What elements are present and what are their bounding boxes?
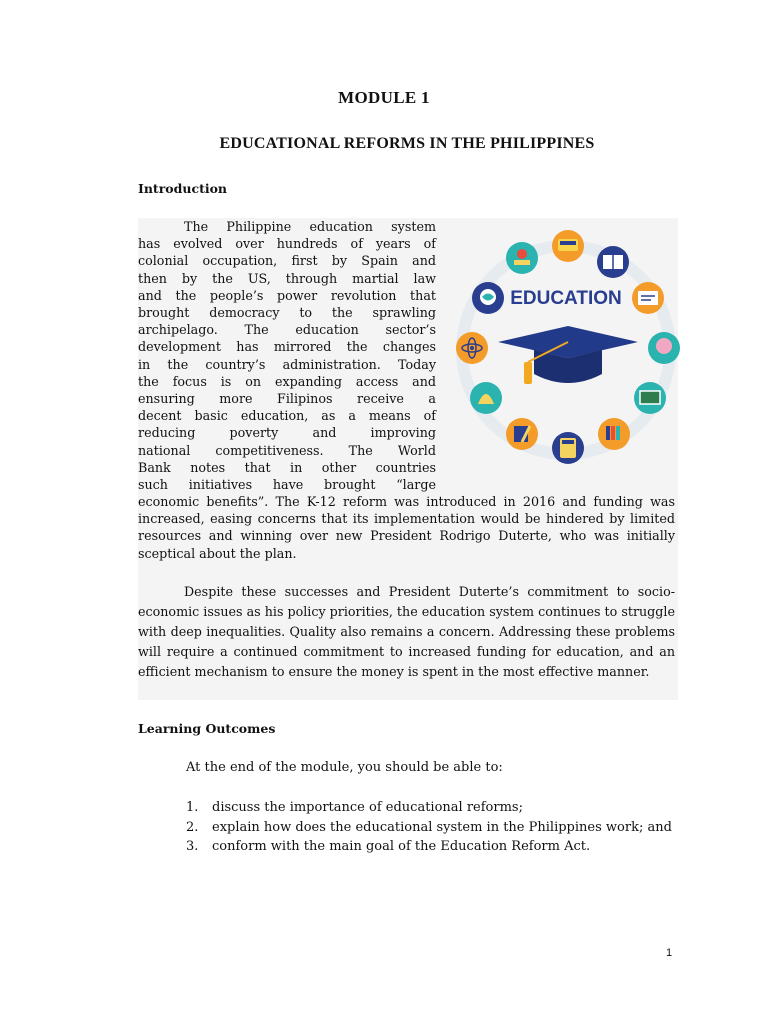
atom-icon: [456, 332, 488, 364]
list-item: 1. discuss the importance of educational reforms;: [186, 800, 523, 815]
brain-icon: [648, 332, 680, 364]
bus-icon: [552, 230, 584, 262]
intro-line: decent basic education, as a means of: [138, 408, 436, 424]
education-graphic: [446, 222, 686, 472]
intro-line: then by the US, through martial law: [138, 270, 436, 286]
page-number: 1: [666, 947, 673, 959]
chalkboard-icon: [634, 382, 666, 414]
intro-line: such initiatives have brought “large: [138, 477, 436, 493]
intro-line: has evolved over hundreds of years of: [138, 236, 436, 252]
calculator-icon: [552, 432, 584, 464]
bell-icon: [470, 382, 502, 414]
apple-books-icon: [506, 242, 538, 274]
intro-line: ensuring more Filipinos receive a: [138, 391, 436, 407]
intro-line: archipelago. The education sector’s: [138, 322, 436, 338]
learning-outcomes-heading: Learning Outcomes: [138, 721, 276, 736]
intro-line: reducing poverty and improving: [138, 425, 436, 441]
intro-line: and the people’s power revolution that: [138, 287, 436, 303]
intro-line: the focus is on expanding access and: [138, 373, 436, 389]
intro-line: colonial occupation, first by Spain and: [138, 253, 436, 269]
main-title: EDUCATIONAL REFORMS IN THE PHILIPPINES: [219, 135, 595, 152]
globe-icon: [472, 282, 504, 314]
intro-line: national competitiveness. The World: [138, 442, 436, 458]
intro-paragraph-wrapped: [138, 218, 436, 493]
intro-line: development has mirrored the changes: [138, 339, 436, 355]
list-item: 3. conform with the main goal of the Education Reform Act.: [186, 839, 591, 854]
intro-line: The Philippine education system: [184, 219, 436, 234]
intro-paragraph-continued: economic benefits”. The K-12 reform was introduced in 2016 and funding was increased, easing concerns that its implementation would be hindered by limited resources and winning over new President Rodrigo Duterte, who was initially sceptical about the plan.: [138, 494, 675, 561]
learning-outcomes-lead: At the end of the module, you should be able to:: [186, 760, 503, 775]
book-icon: [597, 246, 629, 278]
list-item: 2. explain how does the educational system in the Philippines work; and: [186, 819, 672, 835]
bookshelf-icon: [598, 418, 630, 450]
intro-line: brought democracy to the sprawling: [138, 305, 436, 321]
module-title: MODULE 1: [338, 88, 430, 107]
graphic-label: EDUCATION: [510, 288, 622, 309]
learning-outcomes-list: [186, 798, 680, 857]
certificate-icon: [632, 282, 664, 314]
introduction-heading: Introduction: [138, 181, 228, 196]
notebook-pencil-icon: [506, 418, 538, 450]
intro-paragraph-2: Despite these successes and President Duterte’s commitment to socio-economic issues as his policy priorities, the education system continues to struggle with deep inequalities. Quality also remains a concern. Addressing these problems will require a continued commitment to increased funding for education, and an efficient mechanism to ensure the money is spent in the most effective manner.: [138, 584, 675, 680]
graduation-cap-icon: [498, 326, 638, 384]
intro-line: in the country’s administration. Today: [138, 356, 436, 372]
intro-line: Bank notes that in other countries: [138, 459, 436, 475]
